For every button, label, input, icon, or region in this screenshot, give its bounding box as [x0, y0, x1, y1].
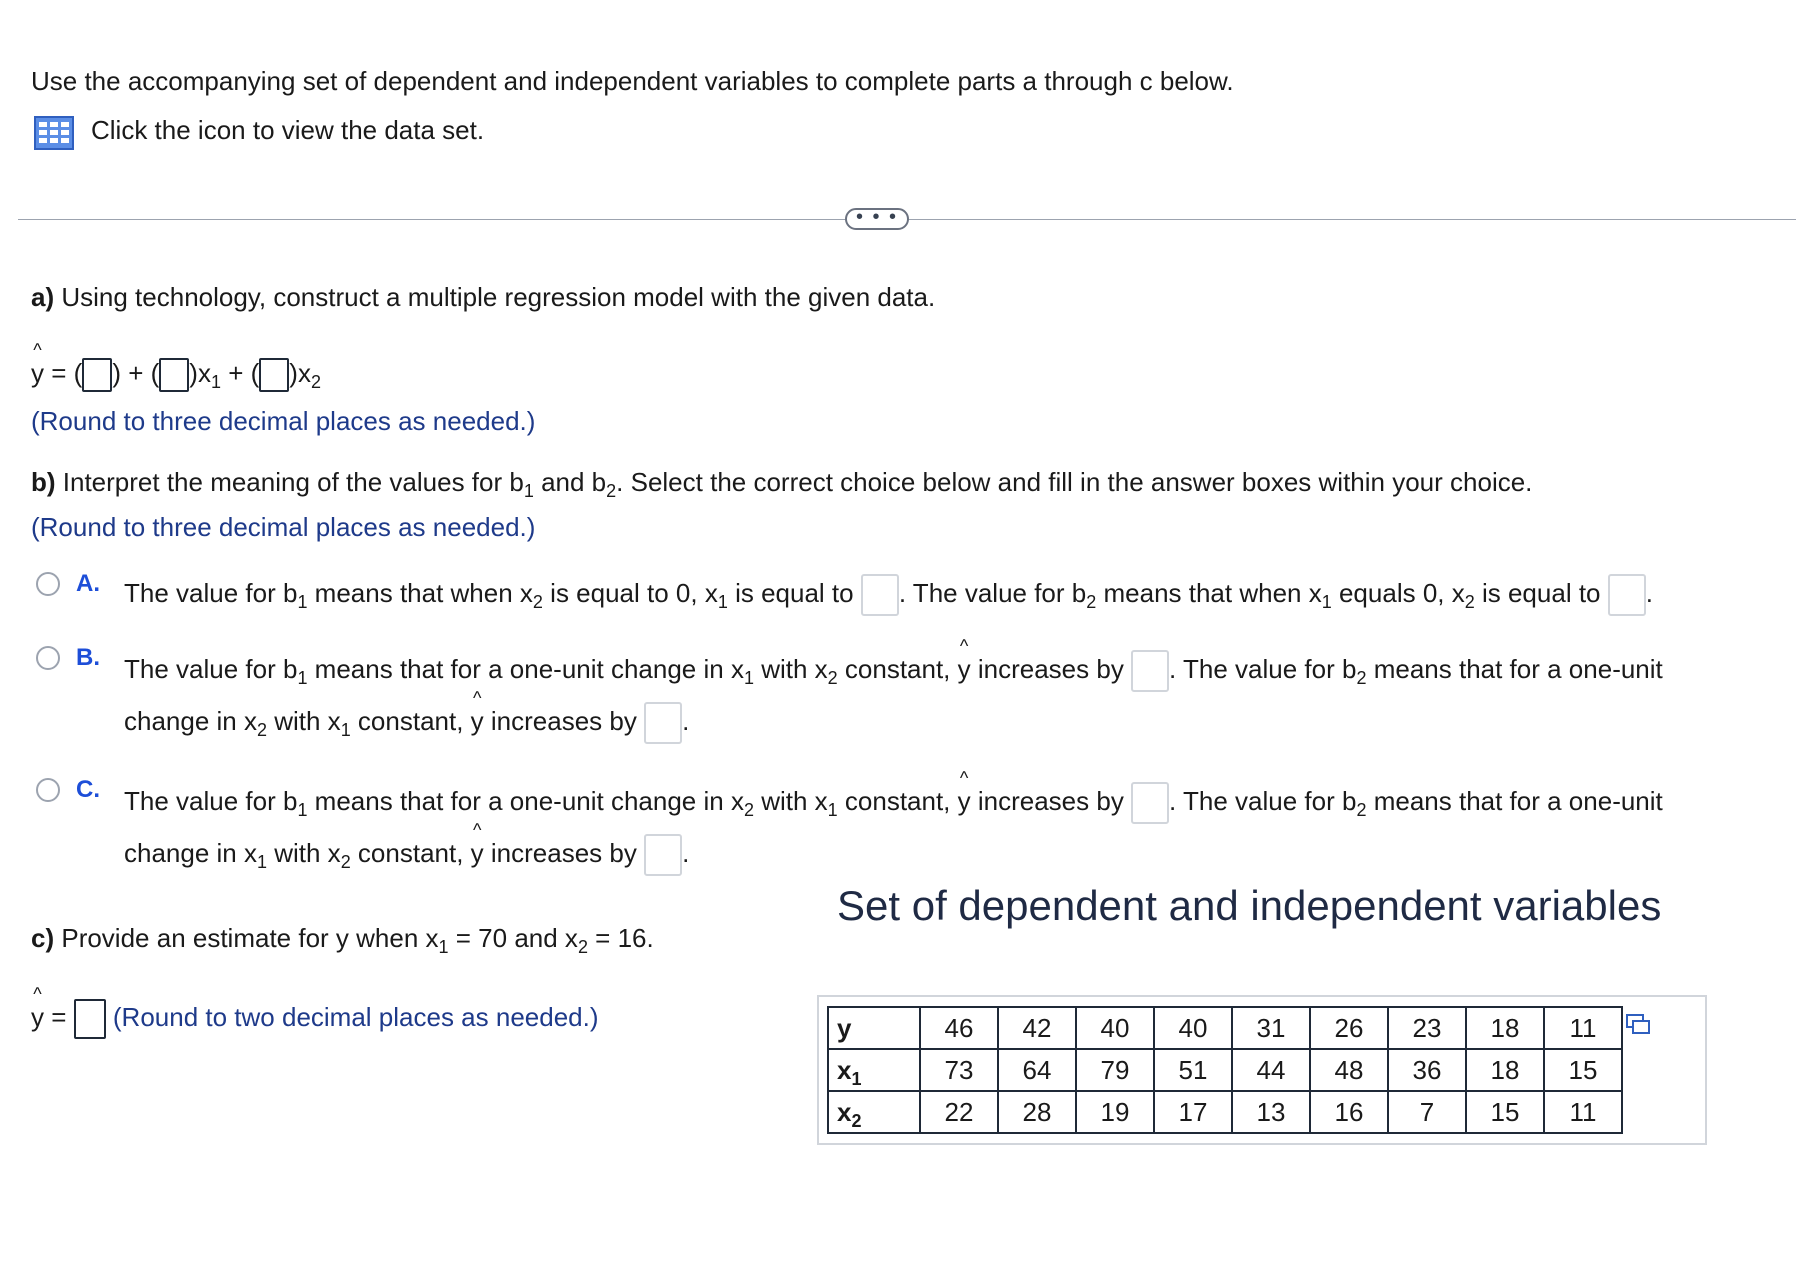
option-b-input-1[interactable]: [1131, 650, 1169, 692]
part-b-rounding-note: (Round to three decimal places as needed.): [31, 512, 536, 542]
option-c-radio[interactable]: [36, 778, 60, 802]
row-header: $x_1$: [828, 1049, 920, 1091]
table-cell: 23: [1388, 1007, 1466, 1049]
estimate-input[interactable]: [74, 999, 106, 1039]
view-data-link[interactable]: Click the icon to view the data set.: [91, 115, 485, 145]
option-b-label[interactable]: B.: [76, 644, 100, 671]
copy-icon[interactable]: [1626, 1014, 1650, 1034]
table-row: [828, 1091, 1622, 1133]
table-cell: 26: [1310, 1007, 1388, 1049]
table-cell: 11: [1544, 1091, 1622, 1133]
table-cell: 17: [1154, 1091, 1232, 1133]
table-cell: 51: [1154, 1049, 1232, 1091]
option-a-input-2[interactable]: [1608, 574, 1646, 616]
table-cell: 7: [1388, 1091, 1466, 1133]
table-row: [828, 1007, 1622, 1049]
intro-text: Use the accompanying set of dependent and independent variables to complete parts a through c below.: [31, 66, 1234, 96]
option-c-text-line2: change in $x_1$ with $x_2$ constant, ^ y increases by .: [124, 834, 689, 876]
option-b-radio[interactable]: [36, 646, 60, 670]
dataset-table: [827, 1006, 1623, 1134]
table-cell: 36: [1388, 1049, 1466, 1091]
option-c-text-line1: The value for $b_1$ means that for a one-unit change in $x_2$ with $x_1$ constant, ^ y increases by . The value for $b_2$ means that for a one-unit: [124, 782, 1663, 824]
table-cell: 31: [1232, 1007, 1310, 1049]
part-c-rounding-note: (Round to two decimal places as needed.): [112, 1001, 599, 1032]
table-cell: 22: [920, 1091, 998, 1133]
b1-input[interactable]: [159, 358, 189, 392]
table-cell: 64: [998, 1049, 1076, 1091]
table-cell: 40: [1154, 1007, 1232, 1049]
option-a-label[interactable]: A.: [76, 570, 100, 597]
table-cell: 13: [1232, 1091, 1310, 1133]
option-a-text: The value for $b_1$ means that when $x_2$ is equal to 0, $x_1$ is equal to . The value for $b_2$ means that when $x_1$ equals 0, $x_2$ is equal to .: [124, 574, 1653, 616]
table-cell: 73: [920, 1049, 998, 1091]
data-table-icon[interactable]: [34, 116, 74, 150]
table-row: [828, 1049, 1622, 1091]
table-cell: 15: [1544, 1049, 1622, 1091]
table-cell: 79: [1076, 1049, 1154, 1091]
table-cell: 42: [998, 1007, 1076, 1049]
part-b-prompt: b) Interpret the meaning of the values for $b_1$ and $b_2$. Select the correct choice below and fill in the answer boxes within your choice.: [31, 467, 1533, 501]
part-c-prompt: c) Provide an estimate for y when $x_1 = 70$ and $x_2 = 16$.: [31, 923, 654, 957]
option-c-input-2[interactable]: [644, 834, 682, 876]
dataset-title: Set of dependent and independent variables: [837, 882, 1662, 929]
b2-input[interactable]: [259, 358, 289, 392]
row-header: y: [828, 1007, 920, 1049]
table-cell: 40: [1076, 1007, 1154, 1049]
table-cell: 44: [1232, 1049, 1310, 1091]
option-a-radio[interactable]: [36, 572, 60, 596]
option-a-input-1[interactable]: [861, 574, 899, 616]
option-b-text-line2: change in $x_2$ with $x_1$ constant, ^ y increases by .: [124, 702, 689, 744]
table-cell: 15: [1466, 1091, 1544, 1133]
table-cell: 18: [1466, 1007, 1544, 1049]
regression-equation: ^ y = ( ) + ( )$x_1$ + ( )$x_2$: [31, 358, 321, 392]
y-hat: ^ y: [31, 358, 44, 389]
option-c-input-1[interactable]: [1131, 782, 1169, 824]
part-a-rounding-note: (Round to three decimal places as needed.): [31, 406, 536, 436]
row-header: $x_2$: [828, 1091, 920, 1133]
table-cell: 11: [1544, 1007, 1622, 1049]
table-cell: 18: [1466, 1049, 1544, 1091]
table-cell: 28: [998, 1091, 1076, 1133]
table-cell: 48: [1310, 1049, 1388, 1091]
option-c-label[interactable]: C.: [76, 776, 100, 803]
intercept-input[interactable]: [82, 358, 112, 392]
table-cell: 46: [920, 1007, 998, 1049]
option-b-input-2[interactable]: [644, 702, 682, 744]
part-c-answer-row: ^ y = (Round to two decimal places as needed.): [31, 999, 599, 1039]
table-cell: 19: [1076, 1091, 1154, 1133]
part-a-prompt: a) Using technology, construct a multiple regression model with the given data.: [31, 282, 936, 312]
more-button[interactable]: • • •: [845, 208, 909, 230]
option-b-text-line1: The value for $b_1$ means that for a one-unit change in $x_1$ with $x_2$ constant, ^ y increases by . The value for $b_2$ means that for a one-unit: [124, 650, 1663, 692]
table-cell: 16: [1310, 1091, 1388, 1133]
